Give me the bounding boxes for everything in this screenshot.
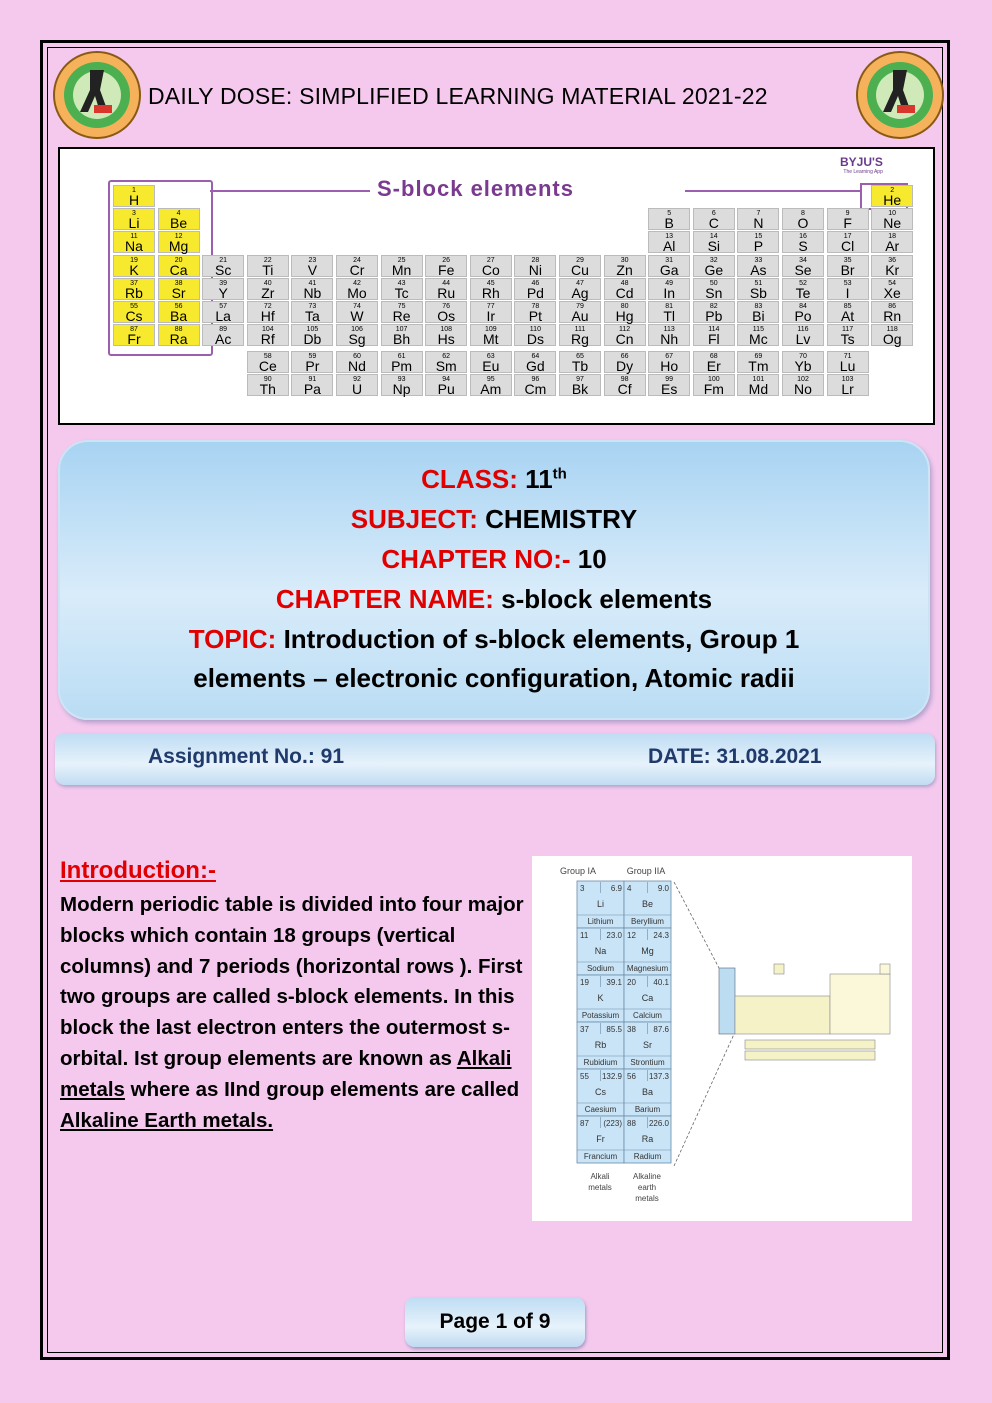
element-es: 99 Es (648, 374, 690, 396)
connector-bottom (674, 1032, 735, 1166)
element-name: Rubidium (583, 1058, 618, 1067)
element-pd: 46 Pd (514, 278, 556, 300)
subject-label: SUBJECT: (350, 504, 478, 534)
atomic-number: 88 (627, 1119, 636, 1128)
element-name: Beryllium (631, 917, 664, 926)
group-iia-title: Group IIA (626, 866, 666, 876)
element-bh: 107 Bh (381, 324, 423, 346)
element-symbol: Ba (641, 1087, 654, 1097)
element-name: Calcium (633, 1011, 662, 1020)
atomic-number: 3 (580, 884, 585, 893)
element-ni: 28 Ni (514, 255, 556, 277)
element-he: 2 He (871, 185, 913, 207)
chapter-no-value: 10 (577, 544, 607, 574)
element-rn: 86 Rn (871, 301, 913, 323)
intro-text-2: where as IInd group elements are called (124, 1077, 520, 1101)
element-cd: 48 Cd (604, 278, 646, 300)
periodic-table-figure (58, 147, 935, 425)
element-nh: 113 Nh (648, 324, 690, 346)
element-fe: 26 Fe (425, 255, 467, 277)
element-name: Potassium (581, 1011, 620, 1020)
chapter-name-label: CHAPTER NAME: (275, 584, 494, 614)
element-at: 85 At (827, 301, 869, 323)
class-line (58, 464, 930, 495)
atomic-mass: 226.0 (648, 1119, 669, 1128)
element-yb: 70 Yb (782, 351, 824, 373)
element-rf: 104 Rf (247, 324, 289, 346)
element-rh: 45 Rh (470, 278, 512, 300)
element-au: 79 Au (559, 301, 601, 323)
element-rg: 111 Rg (559, 324, 601, 346)
caption-earth-metals: metals (635, 1194, 659, 1203)
connector-top (674, 882, 719, 968)
title-rule-right (685, 190, 860, 192)
element-mt: 109 Mt (470, 324, 512, 346)
element-sn: 50 Sn (693, 278, 735, 300)
element-br: 35 Br (827, 255, 869, 277)
introduction-heading: Introduction:- (60, 857, 216, 884)
element-in: 49 In (648, 278, 690, 300)
atomic-number: 19 (580, 978, 589, 987)
topic-line-2: elements – electronic configuration, Atomic radii (193, 663, 795, 693)
caption-earth: earth (637, 1183, 657, 1192)
element-name: Caesium (584, 1105, 617, 1114)
element-mn: 25 Mn (381, 255, 423, 277)
intro-text-1: Modern periodic table is divided into four major blocks which contain 18 groups (vertical columns) and 7 periods (horizontal rows ). First two groups are called s-block elements. In this block the last electron enters the outermost s-orbital. Ist group elements are known as (60, 893, 524, 1070)
element-os: 76 Os (425, 301, 467, 323)
element-co: 27 Co (470, 255, 512, 277)
element-zr: 40 Zr (247, 278, 289, 300)
element-nd: 60 Nd (336, 351, 378, 373)
element-ta: 73 Ta (291, 301, 333, 323)
element-p: 15 P (737, 231, 779, 253)
element-symbol: Sr (643, 1040, 652, 1050)
element-li: 3 Li (113, 208, 155, 230)
element-md: 101 Md (737, 374, 779, 396)
element-bi: 83 Bi (737, 301, 779, 323)
element-sr: 38 Sr (158, 278, 200, 300)
element-name: Sodium (586, 964, 615, 973)
element-po: 84 Po (782, 301, 824, 323)
element-symbol: Rb (594, 1040, 607, 1050)
element-f: 9 F (827, 208, 869, 230)
chapter-name-value: s-block elements (501, 584, 713, 614)
element-pb: 82 Pb (693, 301, 735, 323)
subject-value: CHEMISTRY (485, 504, 638, 534)
element-cn: 112 Cn (604, 324, 646, 346)
element-xe: 54 Xe (871, 278, 913, 300)
element-pu: 94 Pu (425, 374, 467, 396)
chapter-no-line (58, 544, 930, 575)
assignment-date: DATE: 31.08.2021 (648, 745, 822, 768)
atomic-mass: 85.5 (606, 1025, 622, 1034)
element-b: 5 B (648, 208, 690, 230)
alkali-metals-term: Alkali metals (60, 1046, 512, 1101)
school-logo-left (52, 50, 142, 140)
page-number: Page 1 of 9 (405, 1297, 585, 1347)
element-w: 74 W (336, 301, 378, 323)
element-fl: 114 Fl (693, 324, 735, 346)
element-kr: 36 Kr (871, 255, 913, 277)
element-as: 33 As (737, 255, 779, 277)
byjus-brand (840, 155, 883, 175)
element-al: 13 Al (648, 231, 690, 253)
title-rule-left (210, 190, 370, 192)
atomic-number: 38 (627, 1025, 636, 1034)
element-tc: 43 Tc (381, 278, 423, 300)
element-name: Strontium (630, 1058, 665, 1067)
element-am: 95 Am (470, 374, 512, 396)
assignment-number: Assignment No.: 91 (148, 745, 345, 768)
element-ga: 31 Ga (648, 255, 690, 277)
atomic-mass: 24.3 (653, 931, 669, 940)
element-tl: 81 Tl (648, 301, 690, 323)
atomic-mass: 40.1 (653, 978, 669, 987)
element-na: 11 Na (113, 231, 155, 253)
element-tm: 69 Tm (737, 351, 779, 373)
element-rb: 37 Rb (113, 278, 155, 300)
alkaline-earth-metals-term: Alkaline Earth metals. (60, 1108, 274, 1132)
subject-line (58, 504, 930, 535)
element-bk: 97 Bk (559, 374, 601, 396)
atomic-number: 55 (580, 1072, 589, 1081)
element-cl: 17 Cl (827, 231, 869, 253)
element-o: 8 O (782, 208, 824, 230)
atomic-number: 87 (580, 1119, 589, 1128)
topic-value-1: Introduction of s-block elements, Group 1 (283, 624, 800, 654)
element-be: 4 Be (158, 208, 200, 230)
document-header-title: DAILY DOSE: SIMPLIFIED LEARNING MATERIAL 2021-22 (148, 83, 768, 109)
element-se: 34 Se (782, 255, 824, 277)
element-ti: 22 Ti (247, 255, 289, 277)
caption-alkaline: Alkaline (632, 1172, 662, 1181)
class-label: CLASS: (421, 464, 518, 494)
element-ra: 88 Ra (158, 324, 200, 346)
atomic-mass: 132.9 (601, 1072, 622, 1081)
element-zn: 30 Zn (604, 255, 646, 277)
element-ag: 47 Ag (559, 278, 601, 300)
topic-line (58, 624, 930, 655)
atomic-number: 11 (580, 931, 589, 940)
atomic-mass: 23.0 (606, 931, 622, 940)
element-lr: 103 Lr (827, 374, 869, 396)
group-ia-iia-figure (532, 856, 912, 1221)
element-name: Radium (633, 1152, 662, 1161)
element-pa: 91 Pa (291, 374, 333, 396)
element-la: 57 La (202, 301, 244, 323)
element-no: 102 No (782, 374, 824, 396)
element-ir: 77 Ir (470, 301, 512, 323)
element-dy: 66 Dy (604, 351, 646, 373)
caption-alkali-metals: metals (588, 1183, 612, 1192)
atomic-mass: 39.1 (606, 978, 622, 987)
atomic-mass: 9.0 (657, 884, 669, 893)
element-np: 93 Np (381, 374, 423, 396)
element-ac: 89 Ac (202, 324, 244, 346)
element-v: 23 V (291, 255, 333, 277)
chapter-no-label: CHAPTER NO:- (381, 544, 571, 574)
element-sg: 106 Sg (336, 324, 378, 346)
element-h: 1 H (113, 185, 155, 207)
element-y: 39 Y (202, 278, 244, 300)
element-ce: 58 Ce (247, 351, 289, 373)
atomic-number: 4 (627, 884, 632, 893)
element-symbol: Ca (641, 993, 654, 1003)
element-ne: 10 Ne (871, 208, 913, 230)
introduction-paragraph (60, 890, 530, 1136)
element-symbol: Fr (596, 1134, 605, 1144)
element-th: 90 Th (247, 374, 289, 396)
element-c: 6 C (693, 208, 735, 230)
element-i: 53 I (827, 278, 869, 300)
element-fm: 100 Fm (693, 374, 735, 396)
element-name: Barium (634, 1105, 661, 1114)
element-pm: 61 Pm (381, 351, 423, 373)
brand-name: BYJU'S (840, 155, 883, 169)
element-ds: 110 Ds (514, 324, 556, 346)
element-name: Francium (583, 1152, 618, 1161)
element-ru: 44 Ru (425, 278, 467, 300)
element-u: 92 U (336, 374, 378, 396)
atomic-number: 12 (627, 931, 636, 940)
element-pr: 59 Pr (291, 351, 333, 373)
element-ba: 56 Ba (158, 301, 200, 323)
class-value: 11 (525, 464, 553, 494)
element-cm: 96 Cm (514, 374, 556, 396)
element-symbol: Li (596, 899, 605, 909)
element-og: 118 Og (871, 324, 913, 346)
atomic-mass: 87.6 (653, 1025, 669, 1034)
topic-label: TOPIC: (188, 624, 277, 654)
element-symbol: Be (641, 899, 654, 909)
element-tb: 65 Tb (559, 351, 601, 373)
element-nb: 41 Nb (291, 278, 333, 300)
element-eu: 63 Eu (470, 351, 512, 373)
element-name: Magnesium (626, 964, 669, 973)
element-si: 14 Si (693, 231, 735, 253)
element-lv: 116 Lv (782, 324, 824, 346)
element-cu: 29 Cu (559, 255, 601, 277)
school-logo-right (855, 50, 945, 140)
element-re: 75 Re (381, 301, 423, 323)
atomic-mass: 6.9 (610, 884, 622, 893)
element-ar: 18 Ar (871, 231, 913, 253)
atomic-number: 20 (627, 978, 636, 987)
class-info-box (58, 440, 930, 720)
element-ca: 20 Ca (158, 255, 200, 277)
element-s: 16 S (782, 231, 824, 253)
element-gd: 64 Gd (514, 351, 556, 373)
class-sup: th (552, 465, 567, 483)
element-cr: 24 Cr (336, 255, 378, 277)
assignment-bar (55, 733, 935, 785)
element-mo: 42 Mo (336, 278, 378, 300)
mini-periodic-table (719, 964, 890, 1060)
element-lu: 71 Lu (827, 351, 869, 373)
element-db: 105 Db (291, 324, 333, 346)
element-hs: 108 Hs (425, 324, 467, 346)
element-er: 68 Er (693, 351, 735, 373)
brand-tagline: The Learning App (843, 169, 883, 175)
element-sb: 51 Sb (737, 278, 779, 300)
element-mg: 12 Mg (158, 231, 200, 253)
element-name: Lithium (587, 917, 614, 926)
element-te: 52 Te (782, 278, 824, 300)
element-ts: 117 Ts (827, 324, 869, 346)
caption-alkali: Alkali (590, 1172, 610, 1181)
element-symbol: Na (594, 946, 607, 956)
periodic-table-title: S-block elements (377, 176, 574, 201)
element-sm: 62 Sm (425, 351, 467, 373)
element-mc: 115 Mc (737, 324, 779, 346)
element-pt: 78 Pt (514, 301, 556, 323)
atomic-mass: (223) (603, 1119, 622, 1128)
element-hf: 72 Hf (247, 301, 289, 323)
element-ho: 67 Ho (648, 351, 690, 373)
element-k: 19 K (113, 255, 155, 277)
element-cf: 98 Cf (604, 374, 646, 396)
element-n: 7 N (737, 208, 779, 230)
element-sc: 21 Sc (202, 255, 244, 277)
group-ia-title: Group IA (559, 866, 597, 876)
element-symbol: K (597, 993, 604, 1003)
element-symbol: Cs (595, 1087, 606, 1097)
atomic-mass: 137.3 (648, 1072, 669, 1081)
atomic-number: 37 (580, 1025, 589, 1034)
element-cs: 55 Cs (113, 301, 155, 323)
element-symbol: Ra (641, 1134, 654, 1144)
element-fr: 87 Fr (113, 324, 155, 346)
element-ge: 32 Ge (693, 255, 735, 277)
element-symbol: Mg (641, 946, 654, 956)
atomic-number: 56 (627, 1072, 636, 1081)
chapter-name-line (58, 584, 930, 615)
element-hg: 80 Hg (604, 301, 646, 323)
figure-element-cells (577, 881, 671, 1163)
